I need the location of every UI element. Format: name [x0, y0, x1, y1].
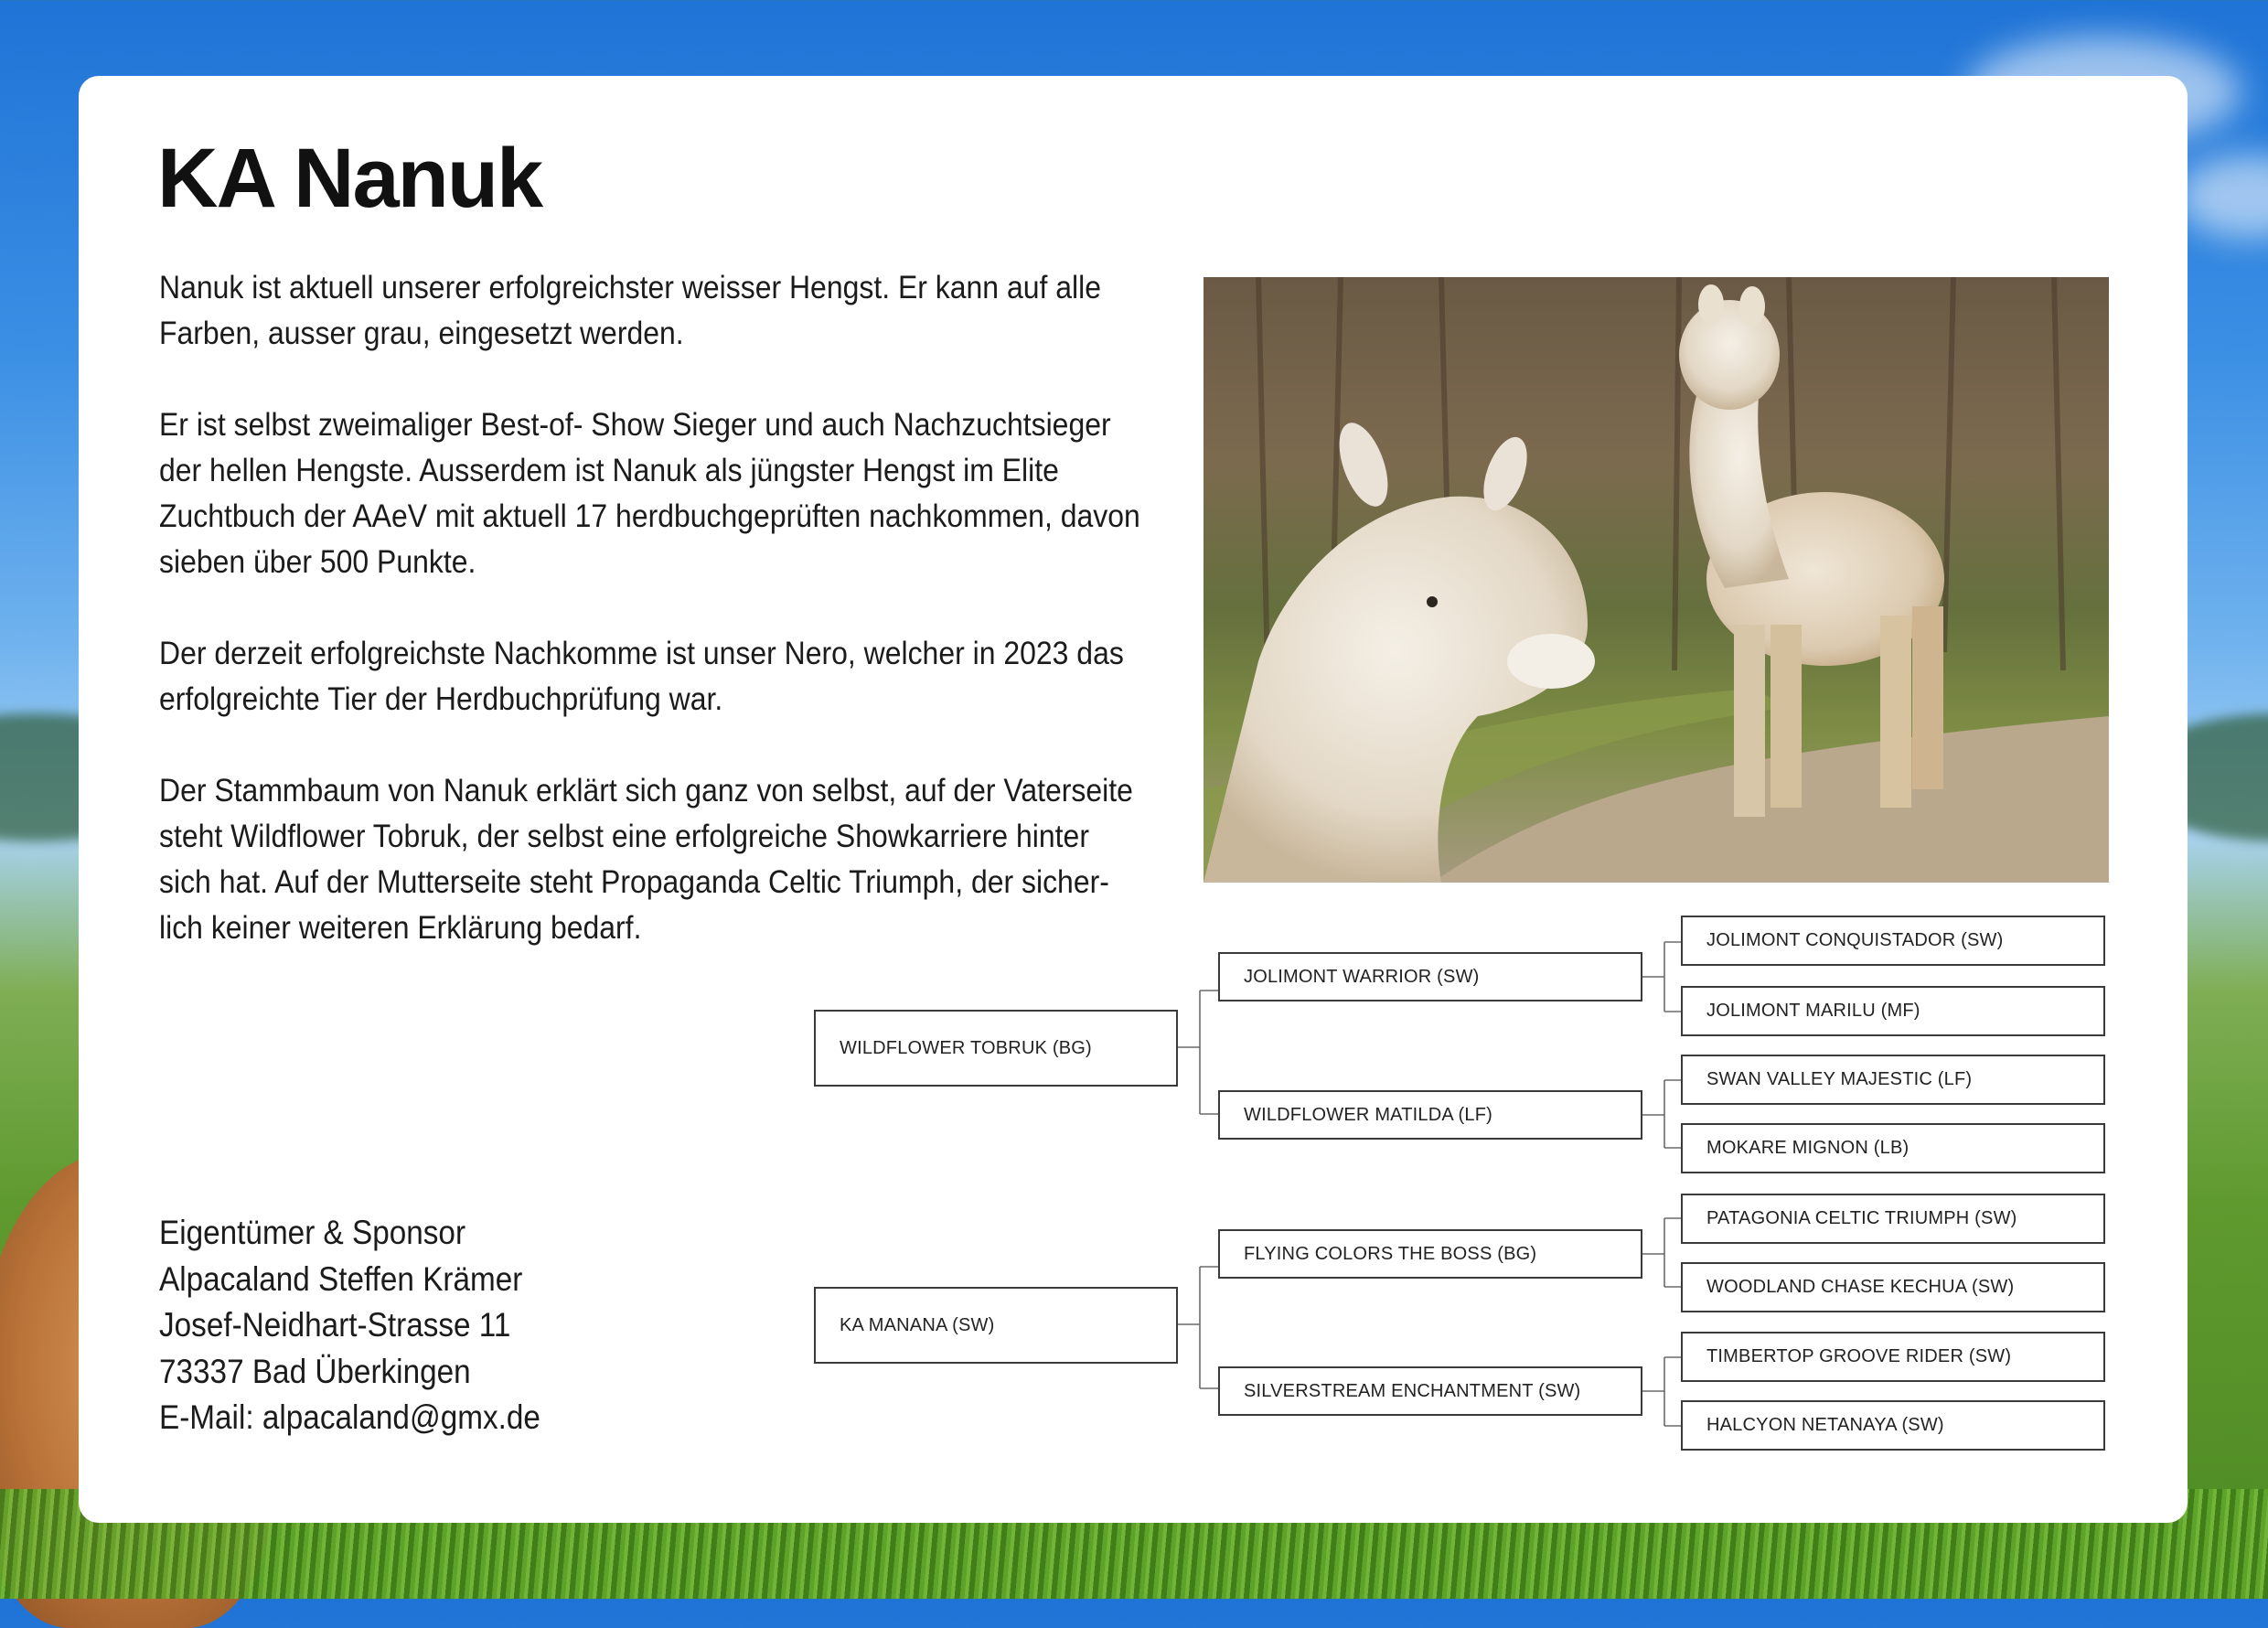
page-title: KA Nanuk	[157, 132, 542, 225]
pedigree-grandparent: JOLIMONT WARRIOR (SW)	[1218, 952, 1642, 1001]
pedigree-great-grandparent: MOKARE MIGNON (LB)	[1681, 1123, 2105, 1173]
pedigree-grandparent: WILDFLOWER MATILDA (LF)	[1218, 1090, 1642, 1140]
pedigree-great-grandparent: HALCYON NETANAYA (SW)	[1681, 1400, 2105, 1451]
pedigree-sire: WILDFLOWER TOBRUK (BG)	[814, 1010, 1178, 1087]
pedigree-great-grandparent: JOLIMONT MARILU (MF)	[1681, 986, 2105, 1036]
owner-city: 73337 Bad Überkingen	[159, 1352, 471, 1390]
pedigree-grandparent: FLYING COLORS THE BOSS (BG)	[1218, 1229, 1642, 1279]
paragraph-3: Der derzeit erfolgreichste Nachkomme ist unser Nero, welcher in 2023 das erfolgreichte Tier der Herdbuchprüfung war.	[159, 635, 1124, 717]
owner-email: E-Mail: alpacaland@gmx.de	[159, 1398, 540, 1436]
paragraph-1: Nanuk ist aktuell unserer erfolgreichster weisser Hengst. Er kann auf alle Farben, ausser grau, eingesetzt werden.	[159, 269, 1101, 351]
pedigree-dam: KA MANANA (SW)	[814, 1287, 1178, 1364]
pedigree-grandparent: SILVERSTREAM ENCHANTMENT (SW)	[1218, 1366, 1642, 1416]
pedigree-great-grandparent: SWAN VALLEY MAJESTIC (LF)	[1681, 1055, 2105, 1105]
owner-street: Josef-Neidhart-Strasse 11	[159, 1306, 511, 1344]
paragraph-4: Der Stammbaum von Nanuk erklärt sich ganz von selbst, auf der Vaterseite steht Wildflower Tobruk, der selbst eine erfolgreiche Showkarriere hinter sich hat. Auf der Mutterseite steht Propaganda Celtic Triumph, der sicher-lich keiner weiteren Erklärung bedarf.	[159, 772, 1133, 946]
owner-name: Alpacaland Steffen Krämer	[159, 1259, 523, 1298]
owner-heading: Eigentümer & Sponsor	[159, 1214, 466, 1251]
pedigree-great-grandparent: JOLIMONT CONQUISTADOR (SW)	[1681, 916, 2105, 966]
paragraph-2: Er ist selbst zweimaliger Best-of- Show Sieger und auch Nachzuchtsieger der hellen Hengste. Ausserdem ist Nanuk als jüngster Hengst im Elite Zuchtbuch der AAeV mit aktuell 17 herdbuchgeprüften nachkommen, davon sieben über 500 Punkte.	[159, 406, 1140, 580]
pedigree-great-grandparent: WOODLAND CHASE KECHUA (SW)	[1681, 1262, 2105, 1312]
pedigree-great-grandparent: PATAGONIA CELTIC TRIUMPH (SW)	[1681, 1194, 2105, 1244]
pedigree-great-grandparent: TIMBERTOP GROOVE RIDER (SW)	[1681, 1332, 2105, 1382]
